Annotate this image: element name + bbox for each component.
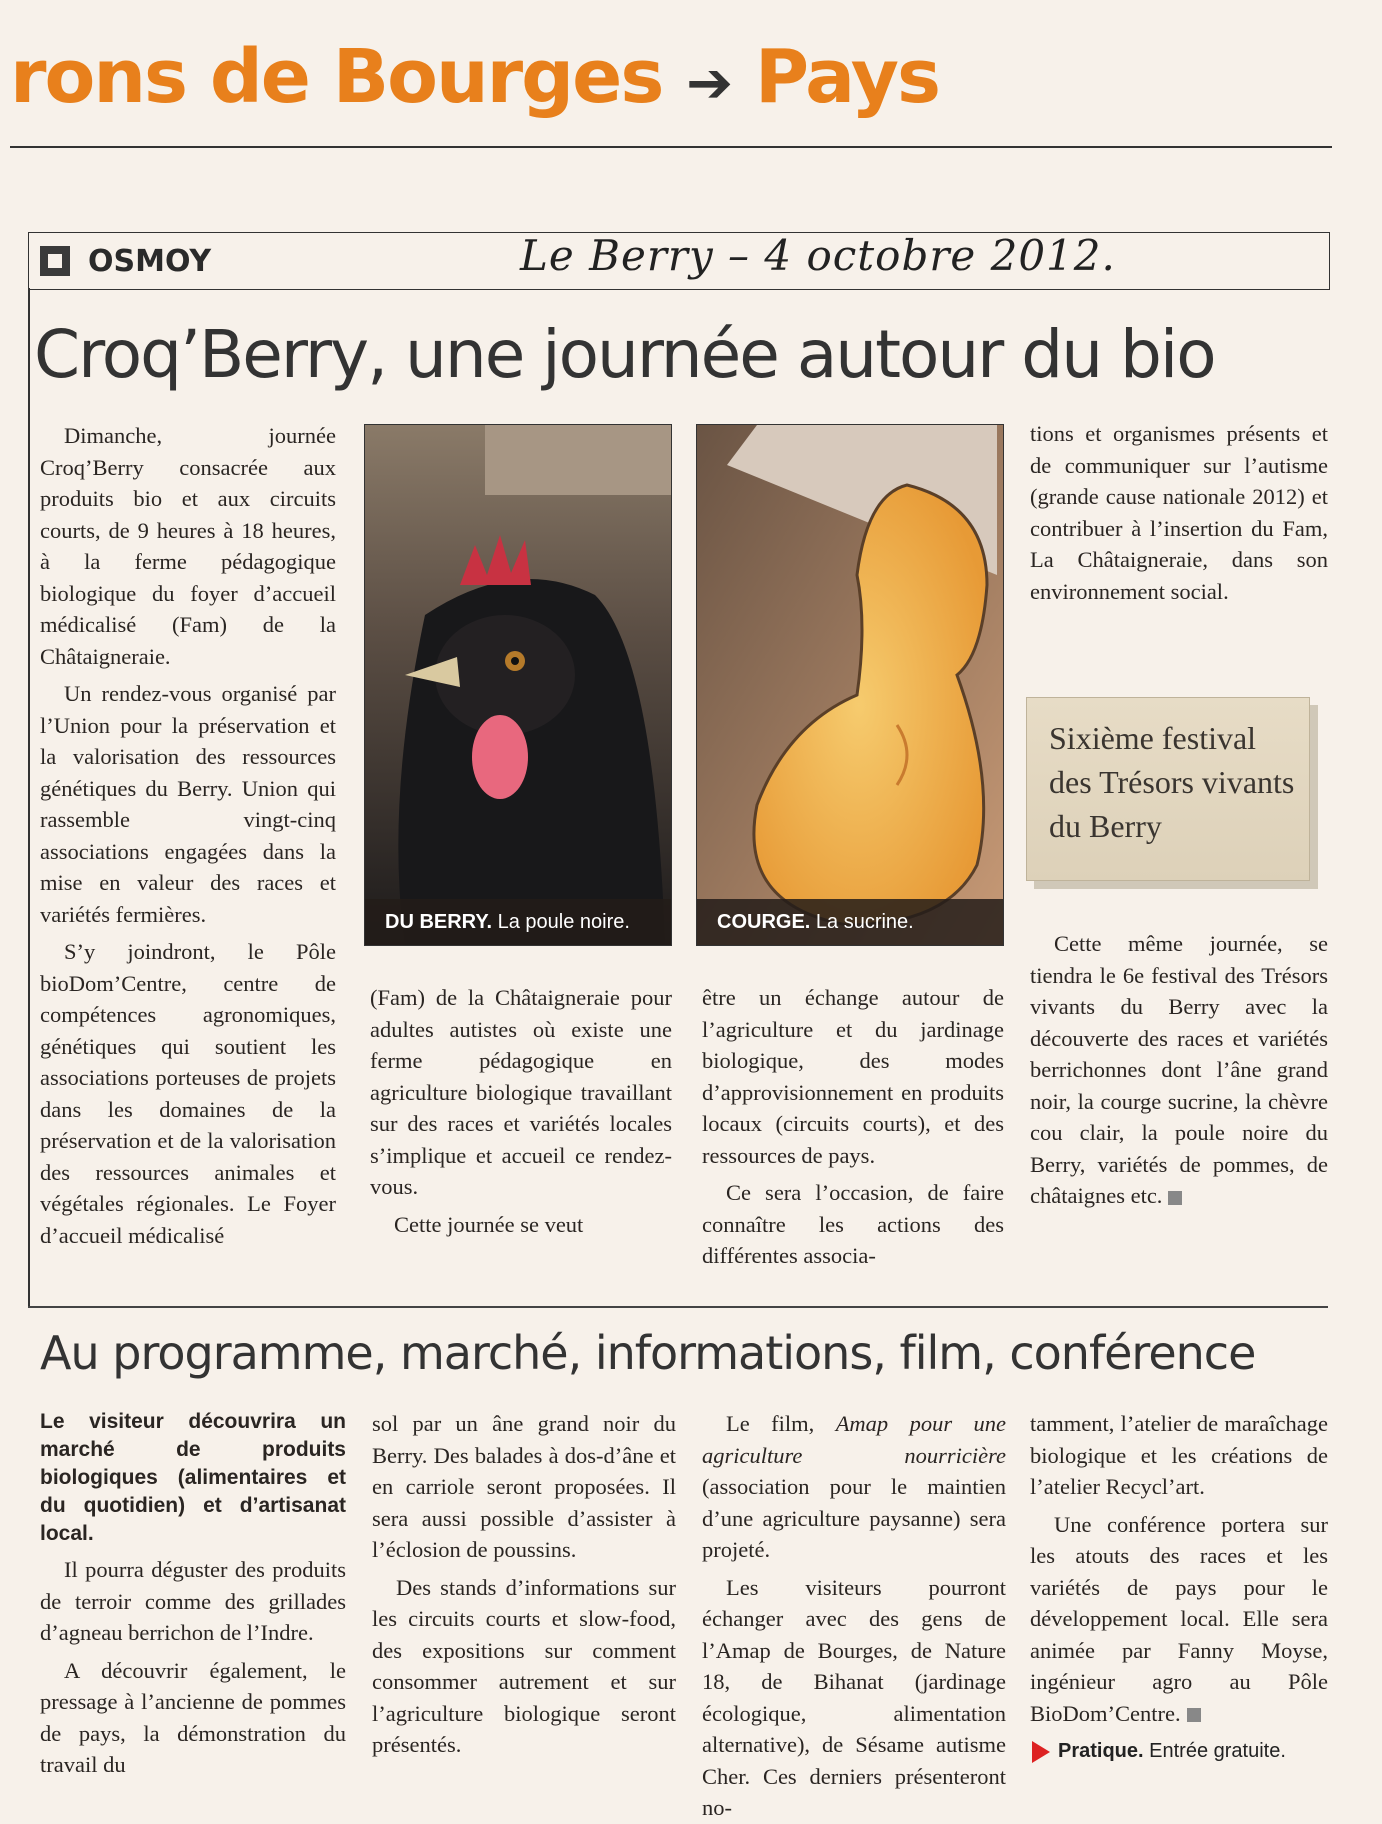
film-description: (association pour le maintien d’une agriculture paysanne) sera projeté. bbox=[702, 1474, 1006, 1562]
paragraph: être un échange autour de l’agriculture et du jardinage biologique, des modes d’approvisionnement en produits locaux (circuits courts), et des ressources de pays. bbox=[702, 985, 1004, 1168]
header-title: rons de Bourges bbox=[10, 34, 663, 120]
film-intro: Le film, bbox=[726, 1411, 836, 1436]
paragraph: (Fam) de la Châtaigneraie pour adultes autistes où existe une ferme pédagogique en agriculture biologique travaillant sur des races et variétés locales s’implique et accueil ce rendez-vous. bbox=[370, 985, 672, 1199]
paragraph: S’y joindront, le Pôle bioDom’Centre, centre de compétences agronomiques, génétiques qui soutient les associations porteuses de projets dans les domaines de la préservation et de la valorisation des ressources animales et végétales régionales. Le Foyer d’accueil médicalisé bbox=[40, 939, 336, 1248]
header-section: Pays bbox=[754, 34, 940, 120]
kicker-location: OSMOY bbox=[88, 244, 212, 279]
section-header bbox=[10, 22, 1010, 132]
paragraph: Cette journée se veut bbox=[394, 1211, 584, 1237]
paragraph: A découvrir également, le pressage à l’ancienne de pommes de pays, la démonstration du travail du bbox=[40, 1657, 346, 1777]
paragraph: Les visiteurs pourront échanger avec des gens de l’Amap de Bourges, de Nature 18, de Bihanat (jardinage écologique, alimentation alternative), de Sésame autisme Cher. Ces derniers présenteront no- bbox=[702, 1574, 1006, 1820]
paragraph bbox=[702, 1408, 1006, 1566]
paragraph: sol par un âne grand noir du Berry. Des balades à dos-d’âne et en carriole seront proposées. Il sera aussi possible d’assister à l’éclosion de poussins. bbox=[372, 1411, 676, 1562]
article-column-3 bbox=[702, 982, 1004, 1302]
article-headline: Croq’Berry, une journée autour du bio bbox=[34, 316, 1215, 393]
photo-caption bbox=[365, 899, 671, 945]
paragraph bbox=[1030, 928, 1328, 1212]
squash-illustration bbox=[697, 425, 1003, 945]
left-column-rule bbox=[28, 288, 30, 1306]
film-title: Amap pour une agriculture nourricière bbox=[702, 1411, 1006, 1468]
hen-illustration bbox=[365, 425, 671, 945]
program-column-1 bbox=[40, 1408, 346, 1788]
paragraph: tions et organismes présents et de communiquer sur l’autisme (grande cause nationale 2012) et contribuer à l’insertion du Fam, La Châtaigneraie, dans son environnement social. bbox=[1030, 421, 1328, 604]
header-divider bbox=[10, 146, 1332, 148]
paragraph: Il pourra déguster des produits de terroir comme des grillades d’agneau berrichon de l’Indre. bbox=[40, 1557, 346, 1645]
paragraph-text: Cette même journée, se tiendra le 6e festival des Trésors vivants du Berry avec la découverte des races et variétés berrichonnes dont l’âne grand noir, la courge sucrine, la chèvre cou clair, la poule noire du Berry, variétés de pommes, de châtaignes etc. bbox=[1030, 931, 1328, 1208]
end-of-article-icon bbox=[1187, 1708, 1201, 1722]
arrow-right-icon bbox=[1032, 1741, 1050, 1763]
caption-text: La sucrine. bbox=[815, 911, 914, 933]
square-bullet-icon bbox=[40, 246, 70, 276]
photo-courge-sucrine bbox=[696, 424, 1004, 946]
article-column-4 bbox=[1030, 418, 1328, 678]
article-column-2 bbox=[370, 982, 672, 1302]
article-column-1 bbox=[40, 420, 336, 1300]
article-column-4b bbox=[1030, 928, 1328, 1288]
second-headline: Au programme, marché, informations, film, conférence bbox=[40, 1326, 1256, 1380]
festival-sidebox bbox=[1026, 697, 1310, 881]
practical-info bbox=[1032, 1736, 1286, 1766]
program-column-2 bbox=[372, 1408, 676, 1788]
lead-paragraph: Le visiteur découvrira un marché de produits biologiques (alimentaires et du quotidien) et d’artisanat local. bbox=[40, 1410, 346, 1545]
program-column-3 bbox=[702, 1408, 1006, 1820]
sidebox-title: Sixième festival des Trésors vivants du Berry bbox=[1049, 720, 1295, 844]
arrow-icon: ➔ bbox=[686, 51, 732, 116]
paragraph: Ce sera l’occasion, de faire connaître les actions des différentes associa- bbox=[702, 1180, 1004, 1268]
pratique-text: Entrée gratuite. bbox=[1149, 1740, 1286, 1762]
paragraph bbox=[1030, 1509, 1328, 1730]
photo-caption bbox=[697, 899, 1003, 945]
story-divider bbox=[28, 1306, 1328, 1308]
program-column-4 bbox=[1030, 1408, 1328, 1728]
paragraph: Des stands d’informations sur les circuits courts et slow-food, des expositions sur comment consommer autrement et sur l’agriculture biologique seront présentés. bbox=[372, 1574, 676, 1757]
paragraph-text: Une conférence portera sur les atouts des races et les variétés de pays pour le développement local. Elle sera animée par Fanny Moyse, ingénieur agro au Pôle BioDom’Centre. bbox=[1030, 1511, 1328, 1726]
paragraph: Dimanche, journée Croq’Berry consacrée aux produits bio et aux circuits courts, de 9 heures à 18 heures, à la ferme pédagogique biologique du foyer d’accueil médicalisé (Fam) de la Châtaigneraie. bbox=[40, 423, 336, 669]
photo-poule-noire bbox=[364, 424, 672, 946]
end-of-article-icon bbox=[1168, 1191, 1182, 1205]
paragraph: tamment, l’atelier de maraîchage biologique et les créations de l’atelier Recycl’art. bbox=[1030, 1411, 1328, 1499]
caption-text: La poule noire. bbox=[497, 911, 630, 933]
caption-label: DU BERRY. bbox=[385, 911, 493, 933]
caption-label: COURGE. bbox=[717, 911, 811, 933]
pratique-label: Pratique. bbox=[1058, 1740, 1144, 1762]
handwritten-source-note: Le Berry – 4 octobre 2012. bbox=[520, 231, 1116, 280]
paragraph: Un rendez-vous organisé par l’Union pour la préservation et la valorisation des ressources génétiques du Berry. Union qui rassemble vingt-cinq associations engagées dans la mise en valeur des races et variétés fermières. bbox=[40, 681, 336, 927]
